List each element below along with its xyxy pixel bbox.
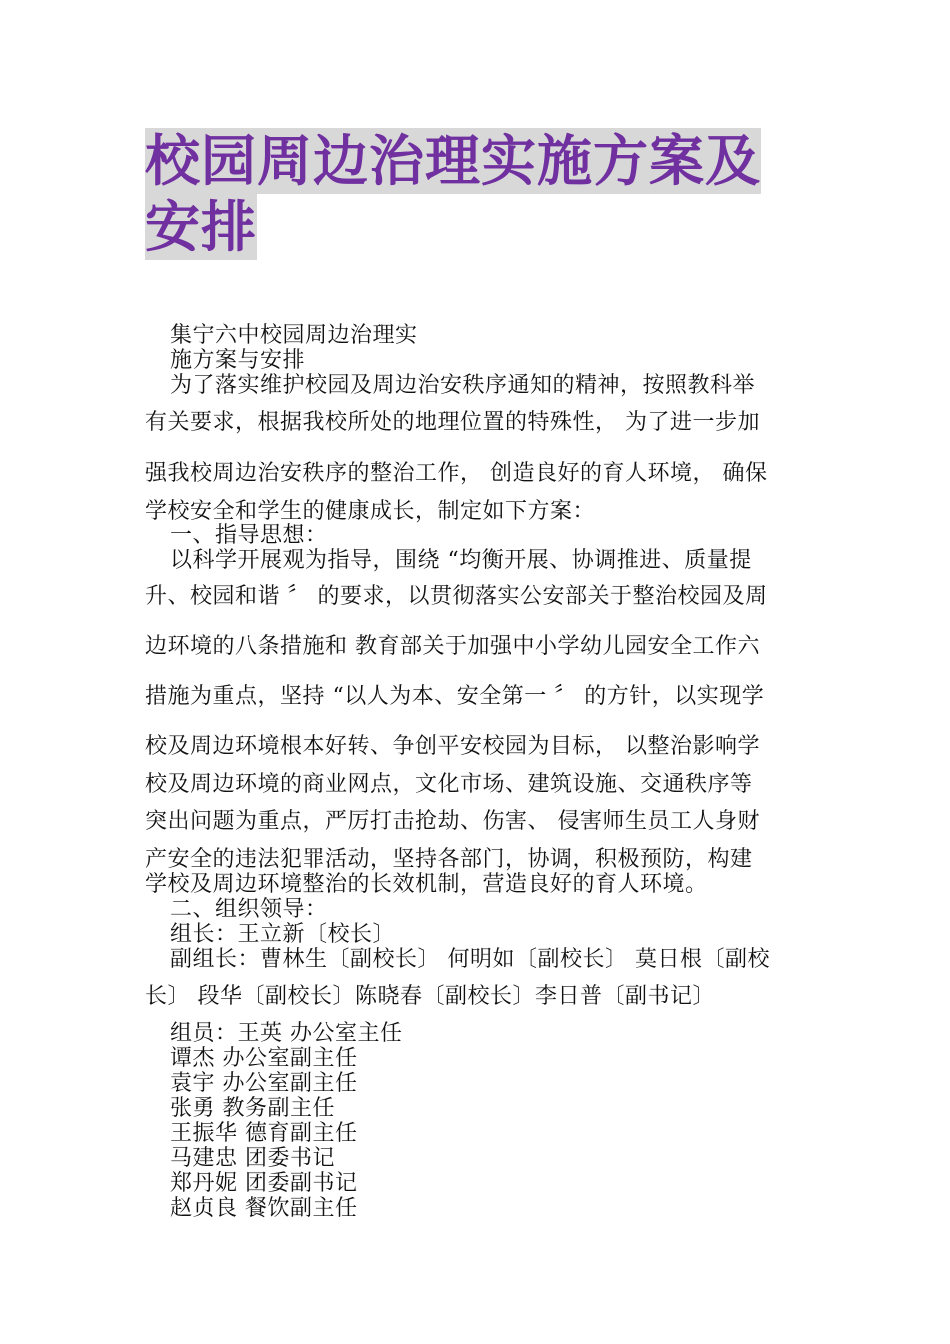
text-line: 学校及周边环境整治的长效机制，营造良好的育人环境。 [145, 872, 708, 897]
text-line: 产安全的违法犯罪活动，坚持各部门，协调，积极预防，构建 [145, 847, 753, 872]
text-line: 郑丹妮 团委副书记 [170, 1171, 358, 1196]
text-line: 集宁六中校园周边治理实 [170, 323, 418, 348]
text-line: 边环境的八条措施和 教育部关于加强中小学幼儿园安全工作六 [145, 634, 760, 659]
text-line: 副组长：曹林生〔副校长〕 何明如〔副校长〕 莫日根〔副校 [170, 947, 770, 972]
text-line: 长〕 段华〔副校长〕陈晓春〔副校长〕李日普〔副书记〕 [145, 984, 715, 1009]
text-line: 以科学开展观为指导，围绕 “均衡开展、协调推进、质量提 [170, 548, 752, 573]
text-line: 王振华 德育副主任 [170, 1121, 358, 1146]
document-title [145, 128, 810, 260]
text-line: 组员：王英 办公室主任 [170, 1021, 403, 1046]
text-line: 升、校园和谐 〞 的要求，以贯彻落实公安部关于整治校园及周 [145, 584, 768, 609]
text-line: 为了落实维护校园及周边治安秩序通知的精神，按照教科举 [170, 373, 756, 398]
text-line: 二、组织领导： [170, 897, 328, 922]
text-line: 校及周边环境根本好转、争创平安校园为目标， 以整治影响学 [145, 734, 760, 759]
text-line: 强我校周边治安秩序的整治工作， 创造良好的育人环境， 确保 [145, 461, 768, 486]
text-line: 校及周边环境的商业网点，文化市场、建筑设施、交通秩序等 [145, 772, 753, 797]
text-line: 一、指导思想： [170, 523, 328, 548]
text-line: 措施为重点，坚持 “以人为本、安全第一 〞 的方针，以实现学 [145, 684, 765, 709]
text-line: 组长：王立新〔校长〕 [170, 922, 396, 947]
text-line: 有关要求，根据我校所处的地理位置的特殊性， 为了进一步加 [145, 410, 760, 435]
text-line: 施方案与安排 [170, 348, 306, 373]
text-line: 学校安全和学生的健康成长，制定如下方案： [145, 499, 596, 524]
text-line: 突出问题为重点，严厉打击抢劫、伤害、 侵害师生员工人身财 [145, 809, 760, 834]
text-line: 赵贞良 餐饮副主任 [170, 1196, 358, 1221]
text-line: 张勇 教务副主任 [170, 1096, 335, 1121]
text-line: 马建忠 团委书记 [170, 1146, 335, 1171]
title-line-2: 安排 [145, 195, 258, 259]
title-line-1: 校园周边治理实施方案及 [145, 129, 762, 193]
text-line: 袁宇 办公室副主任 [170, 1071, 358, 1096]
text-line: 谭杰 办公室副主任 [170, 1046, 358, 1071]
